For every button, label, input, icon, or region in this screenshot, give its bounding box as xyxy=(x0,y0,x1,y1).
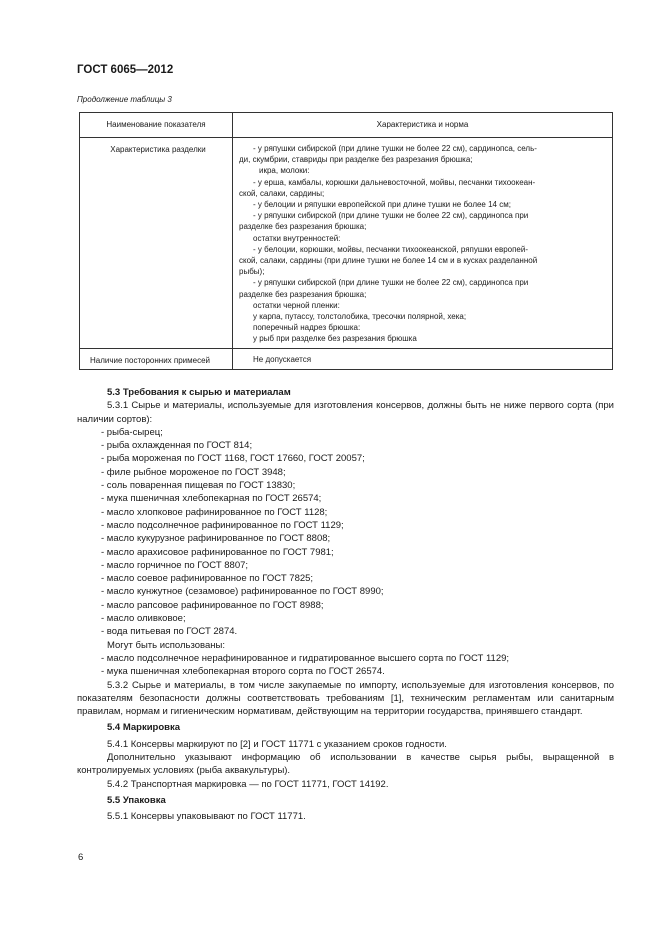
list-item: - масло хлопковое рафинированное по ГОСТ 1128; xyxy=(101,506,328,518)
materials-list xyxy=(77,426,614,639)
list-item: - рыба охлажденная по ГОСТ 814; xyxy=(101,440,253,452)
table-cell-line: остатки внутренностей: xyxy=(253,233,341,243)
document-body xyxy=(77,386,614,824)
section-title-5-3: 5.3 Требования к сырью и материалам xyxy=(107,387,291,398)
column-header-norm: Характеристика и норма xyxy=(233,113,613,138)
table-cell-line: разделке без разрезания брюшка; xyxy=(239,289,367,299)
table-caption: Продолжение таблицы 3 xyxy=(77,95,172,104)
table-cell-line: у рыб при разделке без разрезания брюшка xyxy=(253,334,417,344)
section-title-5-4: 5.4 Маркировка xyxy=(107,722,181,734)
table-cell-line: ской, салаки, сардины (при длине тушки не более 14 см и в кусках разделанной xyxy=(239,256,538,266)
table-cell-line: ской, салаки, сардины; xyxy=(239,188,325,198)
table-row xyxy=(80,138,613,349)
list-item: - масло горчичное по ГОСТ 8807; xyxy=(101,559,249,571)
list-item: - масло кунжутное (сезамовое) рафинированное по ГОСТ 8990; xyxy=(101,586,384,598)
table-cell-line: разделке без разрезания брюшка; xyxy=(239,222,367,232)
list-item: - масло подсолнечное нерафинированное и гидратированное высшего сорта по ГОСТ 1129; xyxy=(101,652,510,664)
list-item: - масло оливковое; xyxy=(101,613,186,625)
row-value-impurities: Не допускается xyxy=(253,354,312,364)
table-cell-line: - у ряпушки сибирской (при длине тушки не более 22 см), сардинопса при xyxy=(253,211,529,221)
table-row xyxy=(80,348,613,369)
document-header: ГОСТ 6065—2012 xyxy=(77,64,174,76)
table-cell-line: - у белоции, корюшки, мойвы, песчанки тихоокеанской, ряпушки европей- xyxy=(253,244,529,254)
table-cell-line: икра, молоки: xyxy=(259,166,310,176)
page-number: 6 xyxy=(78,852,84,863)
paragraph-5-3-2: 5.3.2 Сырье и материалы, в том числе закупаемые по импорту, используемые для изготовления консервов, по показателям безопасности должны соответствовать требованиям [1], техническим регламентам или санитарным правилам, нормам и гигиеническим нормативам, действующим на территории государства, принявшего стандарт. xyxy=(77,679,614,718)
list-item: - вода питьевая по ГОСТ 2874. xyxy=(101,626,238,638)
list-item: - масло рапсовое рафинированное по ГОСТ 8988; xyxy=(101,599,324,611)
paragraph-5-4-1: 5.4.1 Консервы маркируют по [2] и ГОСТ 11771 с указанием сроков годности. xyxy=(107,738,447,750)
paragraph-may-be-used: Могут быть использованы: xyxy=(107,639,225,651)
table-cell-line: рыбы); xyxy=(239,267,265,277)
table-cell-line: - у ряпушки сибирской (при длине тушки не более 22 см), сардинопса при xyxy=(253,278,529,288)
section-title-5-5: 5.5 Упаковка xyxy=(107,794,166,806)
table-cell-line: у карпа, путассу, толстолобика, тресочки полярной, хека; xyxy=(253,312,467,322)
table-cell-line: - у белоции и ряпушки европейской при длине тушки не более 14 см; xyxy=(253,200,511,210)
table-cell-line: ди, скумбрии, ставриды при разделке без разрезания брюшка; xyxy=(239,155,473,165)
row-name-impurities: Наличие посторонних примесей xyxy=(90,355,211,365)
table-cell-line: поперечный надрез брюшка: xyxy=(253,323,361,333)
table-header-row xyxy=(80,113,613,138)
paragraph-5-4-2: 5.4.2 Транспортная маркировка — по ГОСТ 11771, ГОСТ 14192. xyxy=(107,778,389,790)
list-item: - рыба-сырец; xyxy=(101,426,163,438)
list-item: - масло соевое рафинированное по ГОСТ 7825; xyxy=(101,573,314,585)
row-value-cutting xyxy=(233,138,612,348)
paragraph-5-5-1: 5.5.1 Консервы упаковывают по ГОСТ 11771. xyxy=(107,811,306,823)
list-item: - рыба мороженая по ГОСТ 1168, ГОСТ 17660, ГОСТ 20057; xyxy=(101,453,365,465)
table-cell-line: остатки черной пленки: xyxy=(253,300,340,310)
list-item: - мука пшеничная хлебопекарная по ГОСТ 26574; xyxy=(101,493,322,505)
list-item: - масло подсолнечное рафинированное по ГОСТ 1129; xyxy=(101,519,344,531)
table-cell-line: - у ерша, камбалы, корюшки дальневосточной, мойвы, песчанки тихоокеан- xyxy=(253,177,536,187)
list-item: - масло кукурузное рафинированное по ГОСТ 8808; xyxy=(101,533,331,545)
characteristics-table xyxy=(79,112,613,370)
optional-materials-list xyxy=(77,652,614,679)
paragraph-5-4-1-extra: Дополнительно указывают информацию об использовании в качестве сырья рыбы, выращенной в контролируемых условиях (рыба аквакультуры). xyxy=(77,752,614,777)
list-item: - масло арахисовое рафинированное по ГОСТ 7981; xyxy=(101,546,334,558)
column-header-indicator: Наименование показателя xyxy=(80,113,233,138)
list-item: - мука пшеничная хлебопекарная второго сорта по ГОСТ 26574. xyxy=(101,666,385,678)
paragraph-5-3-1: 5.3.1 Сырье и материалы, используемые для изготовления консервов, должны быть не ниже первого сорта (при наличии сортов): xyxy=(77,400,614,425)
row-name-cutting: Характеристика разделки xyxy=(110,145,206,154)
list-item: - филе рыбное мороженое по ГОСТ 3948; xyxy=(101,466,286,478)
list-item: - соль поваренная пищевая по ГОСТ 13830; xyxy=(101,480,296,492)
table-cell-line: - у ряпушки сибирской (при длине тушки не более 22 см), сардинопса, сель- xyxy=(253,144,537,153)
